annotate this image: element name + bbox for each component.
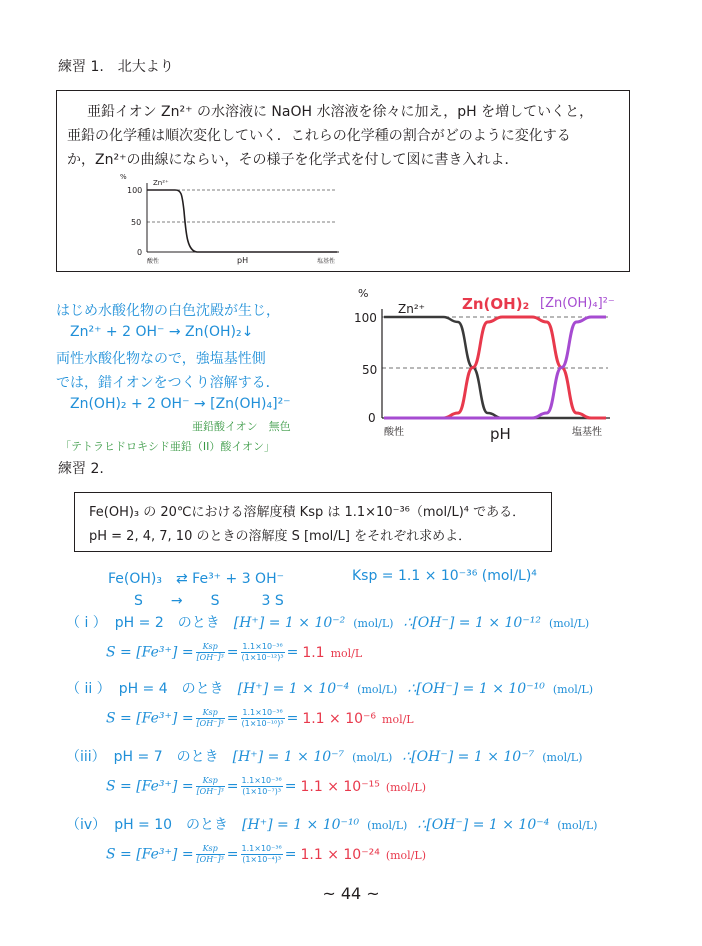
case-solubility-row (106, 776, 426, 797)
chart-legend-zn: Zn²⁺ (398, 302, 425, 316)
small-chart-x-mid: pH (237, 256, 249, 265)
answer-2-ksp: Ksp = 1.1 × 10⁻³⁶ (mol/L)⁴ (352, 568, 537, 584)
small-chart-y0: 0 (137, 248, 143, 257)
chart-ylabel: % (358, 287, 369, 300)
case-frac-num2: 1.1×10⁻³⁶ (241, 776, 282, 785)
problem-2-line-1: Fe(OH)₃ の 20℃における溶解度積 Ksp は 1.1×10⁻³⁶（mol/L)⁴ である． (89, 505, 526, 520)
answer-1-line-5: Zn(OH)₂ + 2 OH⁻ → [Zn(OH)₄]²⁻ (70, 396, 291, 412)
answer-1-line-1: はじめ水酸化物の白色沈殿が生じ， (56, 303, 280, 319)
case-frac-num2: 1.1×10⁻³⁶ (241, 844, 282, 853)
case-oh-unit: (mol/L) (542, 751, 583, 764)
case-value-fraction (241, 642, 285, 663)
case-frac-num: Ksp (196, 642, 225, 653)
case-equals-2: = (286, 644, 299, 661)
case-equals-2: = (286, 710, 299, 727)
case-oh-conc: ∴[OH⁻] = 1 × 10⁻¹⁰ (407, 681, 545, 697)
small-chart-y50: 50 (131, 218, 142, 227)
problem-1-line-2: 亜鉛の化学種は順次変化していく．これらの化学種の割合がどのように変化する (67, 128, 571, 144)
case-frac-den: [OH⁻]³ (196, 787, 224, 796)
problem-2-box (74, 492, 552, 552)
case-oh-unit: (mol/L) (552, 683, 594, 696)
chart-ytick-100: 100 (354, 311, 377, 325)
answer-1-line-3: 両性水酸化物なので，強塩基性側 (56, 351, 266, 367)
case-equals: = (226, 778, 239, 795)
case-h-conc: [H⁺] = 1 × 10⁻⁷ (232, 749, 345, 765)
case-frac-num: Ksp (196, 708, 225, 719)
chart-legend-znoh4: [Zn(OH)₄]²⁻ (540, 296, 615, 311)
case-oh-unit: (mol/L) (548, 617, 590, 630)
case-result: 1.1 × 10⁻⁶ (302, 710, 377, 727)
case-ksp-fraction (196, 776, 225, 797)
case-result-unit: (mol/L) (385, 848, 426, 862)
case-h-conc: [H⁺] = 1 × 10⁻⁴ (237, 681, 350, 697)
case-condition-row (66, 678, 593, 698)
case-result-unit: mol/L (382, 712, 414, 726)
case-solubility-row (106, 844, 426, 865)
answer-2-s-row: S → S 3 S (134, 593, 284, 609)
case-condition-row (66, 612, 589, 632)
case-ksp-fraction (196, 844, 225, 865)
case-result: 1.1 × 10⁻¹⁵ (300, 778, 380, 795)
case-condition-row (66, 814, 597, 834)
answer-1-line-4: では，錯イオンをつくり溶解する． (56, 375, 280, 391)
case-label: （ ii ） (66, 681, 111, 697)
case-h-unit: (mol/L) (353, 617, 394, 630)
case-label: （iv） (66, 817, 107, 833)
case-result-unit: (mol/L) (385, 780, 426, 794)
case-result: 1.1 × 10⁻²⁴ (300, 846, 380, 863)
case-result-unit: mol/L (330, 646, 363, 660)
case-equals: = (226, 846, 239, 863)
case-frac-num2: 1.1×10⁻³⁶ (242, 708, 283, 717)
case-oh-unit: (mol/L) (557, 819, 598, 832)
chart-ytick-50: 50 (362, 363, 378, 377)
problem-1-line-3: か，Zn²⁺の曲線にならい，その様子を化学式を付して図に書き入れよ． (67, 152, 519, 168)
small-chart-percent: % (120, 173, 127, 181)
case-ksp-fraction (196, 642, 225, 663)
case-equals: = (226, 710, 239, 727)
case-ph: pH = 7 のとき (113, 749, 219, 765)
case-frac-den2: (1×10⁻⁷)³ (242, 787, 282, 796)
case-oh-conc: ∴[OH⁻] = 1 × 10⁻¹² (403, 615, 541, 631)
problem-2-line-2: pH = 2, 4, 7, 10 のときの溶解度 S [mol/L] をそれぞれ求めよ． (89, 529, 472, 544)
case-value-fraction (241, 776, 283, 797)
case-frac-num: Ksp (196, 776, 225, 787)
case-ksp-fraction (196, 708, 225, 729)
case-h-conc: [H⁺] = 1 × 10⁻¹⁰ (242, 817, 360, 833)
heading-practice-1: 練習 1. 北大より (58, 59, 174, 75)
case-frac-den2: (1×10⁻¹²)³ (241, 653, 284, 662)
small-chart-curve-label: Zn²⁺ (153, 179, 169, 187)
case-value-fraction (241, 708, 285, 729)
case-s-lhs: S = [Fe³⁺] = (106, 778, 194, 795)
small-chart-x-left: 酸性 (147, 258, 160, 265)
case-s-lhs: S = [Fe³⁺] = (106, 644, 194, 661)
case-label: （ i ） (66, 615, 107, 631)
chart-xlabel-base: 塩基性 (572, 427, 602, 438)
chart-xlabel-acid: 酸性 (384, 427, 404, 438)
chart-legend-znoh2: Zn(OH)₂ (462, 295, 530, 313)
case-oh-conc: ∴[OH⁻] = 1 × 10⁻⁴ (417, 817, 550, 833)
case-solubility-row (106, 708, 414, 729)
case-equals: = (226, 644, 239, 661)
case-frac-den2: (1×10⁻⁴)³ (242, 855, 282, 864)
small-chart-zn-curve (147, 190, 337, 252)
case-s-lhs: S = [Fe³⁺] = (106, 846, 194, 863)
case-h-unit: (mol/L) (367, 819, 408, 832)
case-equals-2: = (284, 846, 297, 863)
case-oh-conc: ∴[OH⁻] = 1 × 10⁻⁷ (402, 749, 535, 765)
case-frac-den: [OH⁻]³ (196, 855, 224, 864)
small-chart (117, 171, 357, 266)
case-value-fraction (241, 844, 283, 865)
case-label: （iii） (66, 749, 106, 765)
case-frac-den: [OH⁻]³ (196, 653, 224, 662)
answer-1-note-1: 亜鉛酸イオン 無色 (192, 420, 291, 433)
case-h-conc: [H⁺] = 1 × 10⁻² (233, 615, 346, 631)
species-distribution-chart (350, 285, 620, 445)
small-chart-x-right: 塩基性 (317, 258, 336, 265)
small-chart-y100: 100 (127, 186, 143, 195)
case-frac-den2: (1×10⁻¹⁰)³ (241, 719, 284, 728)
case-solubility-row (106, 642, 362, 663)
case-frac-num2: 1.1×10⁻³⁶ (242, 642, 283, 651)
problem-1-line-1: 亜鉛イオン Zn²⁺ の水溶液に NaOH 水溶液を徐々に加え，pH を増していくと， (87, 104, 594, 120)
case-frac-num: Ksp (196, 844, 225, 855)
case-condition-row (66, 746, 582, 766)
case-result: 1.1 (302, 644, 325, 661)
case-h-unit: (mol/L) (352, 751, 393, 764)
case-ph: pH = 2 のとき (114, 615, 220, 631)
answer-1-note-2: 「テトラヒドロキシド亜鉛（II）酸イオン」 (60, 440, 276, 453)
case-equals-2: = (284, 778, 297, 795)
chart-xlabel-ph: pH (490, 425, 511, 443)
problem-1-box (56, 90, 630, 272)
case-h-unit: (mol/L) (357, 683, 398, 696)
answer-1-line-2: Zn²⁺ + 2 OH⁻ → Zn(OH)₂↓ (70, 324, 254, 340)
heading-practice-2: 練習 2. (58, 461, 104, 477)
case-ph: pH = 10 のとき (114, 817, 229, 833)
case-frac-den: [OH⁻]³ (196, 719, 224, 728)
case-ph: pH = 4 のとき (118, 681, 224, 697)
answer-2-reaction: Fe(OH)₃ ⇄ Fe³⁺ + 3 OH⁻ (108, 571, 284, 587)
case-s-lhs: S = [Fe³⁺] = (106, 710, 194, 727)
page-number: ~ 44 ~ (322, 884, 380, 903)
chart-ytick-0: 0 (368, 411, 376, 425)
